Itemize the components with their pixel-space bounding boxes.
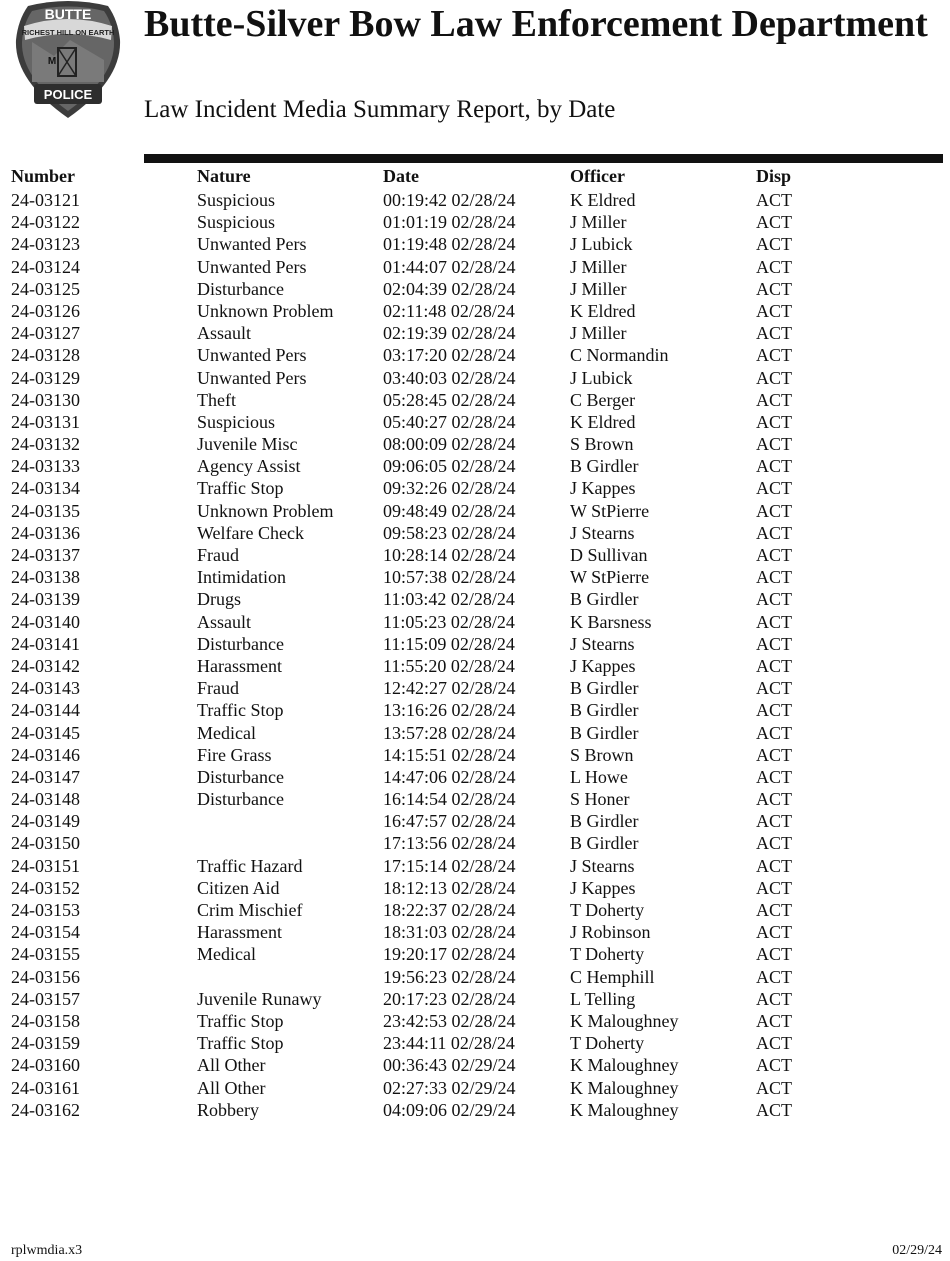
cell-number: 24-03126 [11,300,80,321]
cell-disp: ACT [756,1055,792,1076]
cell-nature: Disturbance [197,789,284,810]
cell-date: 09:58:23 02/28/24 [383,522,516,543]
cell-date: 16:47:57 02/28/24 [383,811,516,832]
cell-disp: ACT [756,456,792,477]
cell-officer: J Kappes [570,655,636,676]
cell-disp: ACT [756,478,792,499]
table-row [0,344,950,366]
cell-disp: ACT [756,1099,792,1120]
cell-officer: K Eldred [570,411,636,432]
cell-officer: D Sullivan [570,545,648,565]
cell-date: 01:19:48 02/28/24 [383,234,516,255]
cell-number: 24-03156 [11,966,80,987]
cell-disp: ACT [756,811,792,832]
cell-date: 14:15:51 02/28/24 [383,744,516,765]
cell-disp: ACT [756,545,792,565]
cell-number: 24-03144 [11,700,80,721]
cell-disp: ACT [756,589,792,610]
cell-number: 24-03131 [11,411,80,432]
cell-officer: K Maloughney [570,1099,679,1120]
cell-date: 03:40:03 02/28/24 [383,367,516,388]
cell-number: 24-03161 [11,1077,80,1098]
cell-nature: Suspicious [197,212,276,233]
cell-disp: ACT [756,522,792,543]
cell-officer: C Normandin [570,345,669,366]
cell-nature: Theft [197,389,236,410]
table-row [0,367,950,389]
cell-number: 24-03152 [11,877,80,898]
cell-nature: Unwanted Pers [197,367,307,388]
table-row [0,300,950,322]
table-row [0,411,950,433]
table-row [0,899,950,921]
table-row [0,655,950,677]
cell-number: 24-03143 [11,678,80,699]
report-id: rplwmdia.x3 [11,1243,83,1258]
cell-officer: B Girdler [570,589,639,610]
cell-date: 08:00:09 02/28/24 [383,434,516,455]
cell-disp: ACT [756,744,792,765]
cell-date: 18:12:13 02/28/24 [383,877,516,898]
cell-officer: T Doherty [570,900,645,920]
cell-nature: Disturbance [197,278,284,299]
cell-date: 17:15:14 02/28/24 [383,855,516,876]
table-row [0,1054,950,1076]
cell-date: 10:57:38 02/28/24 [383,567,516,588]
cell-number: 24-03145 [11,722,80,743]
table-header [0,166,950,190]
cell-date: 00:19:42 02/28/24 [383,190,516,210]
table-row [0,744,950,766]
column-header-officer: Officer [570,166,625,186]
cell-nature: Unwanted Pers [197,345,307,366]
cell-officer: K Maloughney [570,1010,679,1031]
cell-date: 19:56:23 02/28/24 [383,966,516,987]
cell-officer: J Miller [570,256,627,277]
cell-date: 20:17:23 02/28/24 [383,988,516,1009]
cell-date: 05:28:45 02/28/24 [383,389,516,410]
cell-officer: K Maloughney [570,1055,679,1076]
cell-date: 19:20:17 02/28/24 [383,944,516,965]
cell-date: 09:06:05 02/28/24 [383,456,516,477]
cell-officer: B Girdler [570,700,639,721]
incident-table [0,189,950,1121]
cell-number: 24-03122 [11,212,80,233]
cell-number: 24-03146 [11,744,80,765]
cell-officer: J Lubick [570,367,633,388]
table-row [0,677,950,699]
cell-nature: Intimidation [197,567,286,588]
header-divider [144,154,943,163]
table-row [0,278,950,300]
cell-officer: W StPierre [570,500,650,521]
cell-officer: J Stearns [570,633,635,654]
cell-disp: ACT [756,900,792,920]
police-badge-logo [14,0,122,120]
cell-disp: ACT [756,655,792,676]
cell-number: 24-03151 [11,855,80,876]
table-row [0,389,950,411]
cell-date: 03:17:20 02/28/24 [383,345,516,366]
cell-number: 24-03138 [11,567,80,588]
cell-number: 24-03154 [11,922,80,943]
cell-nature: Harassment [197,922,282,943]
table-row [0,810,950,832]
cell-disp: ACT [756,700,792,721]
cell-officer: W StPierre [570,567,650,588]
cell-disp: ACT [756,345,792,366]
cell-date: 05:40:27 02/28/24 [383,411,516,432]
cell-nature: Traffic Stop [197,478,284,499]
cell-number: 24-03158 [11,1010,80,1031]
cell-disp: ACT [756,434,792,455]
cell-disp: ACT [756,633,792,654]
cell-nature: Robbery [197,1099,259,1120]
table-row [0,588,950,610]
table-row [0,633,950,655]
cell-date: 11:15:09 02/28/24 [383,633,515,654]
cell-number: 24-03133 [11,456,80,477]
column-header-nature: Nature [197,166,251,186]
cell-officer: J Miller [570,278,627,299]
cell-number: 24-03162 [11,1099,80,1120]
cell-number: 24-03159 [11,1033,80,1054]
table-row [0,433,950,455]
cell-number: 24-03130 [11,389,80,410]
cell-number: 24-03142 [11,655,80,676]
cell-number: 24-03121 [11,190,80,210]
cell-disp: ACT [756,944,792,965]
cell-number: 24-03155 [11,944,80,965]
badge-bottom-text: POLICE [43,87,93,102]
cell-disp: ACT [756,256,792,277]
cell-disp: ACT [756,766,792,787]
cell-number: 24-03147 [11,766,80,787]
cell-date: 09:48:49 02/28/24 [383,500,516,521]
cell-disp: ACT [756,411,792,432]
cell-nature: Unwanted Pers [197,234,307,255]
cell-nature: Juvenile Misc [197,434,298,455]
cell-officer: T Doherty [570,944,645,965]
table-row [0,699,950,721]
cell-number: 24-03136 [11,522,80,543]
cell-disp: ACT [756,722,792,743]
cell-number: 24-03129 [11,367,80,388]
cell-officer: T Doherty [570,1033,645,1054]
cell-number: 24-03127 [11,323,80,344]
cell-date: 02:04:39 02/28/24 [383,278,516,299]
cell-number: 24-03134 [11,478,80,499]
table-row [0,1077,950,1099]
cell-nature: Traffic Stop [197,700,284,721]
cell-nature: Juvenile Runawy [197,988,322,1009]
table-row [0,500,950,522]
cell-nature: Suspicious [197,190,276,210]
cell-officer: J Kappes [570,478,636,499]
table-row [0,766,950,788]
cell-disp: ACT [756,1077,792,1098]
cell-date: 17:13:56 02/28/24 [383,833,516,854]
cell-number: 24-03140 [11,611,80,632]
cell-number: 24-03125 [11,278,80,299]
cell-officer: B Girdler [570,678,639,699]
table-row [0,189,950,211]
table-row [0,211,950,233]
cell-number: 24-03149 [11,811,80,832]
print-date: 02/29/24 [892,1243,942,1258]
cell-disp: ACT [756,367,792,388]
cell-officer: J Lubick [570,234,633,255]
cell-nature: Agency Assist [197,456,301,477]
column-header-date: Date [383,166,419,186]
cell-date: 11:55:20 02/28/24 [383,655,515,676]
badge-top-text: BUTTE [44,6,92,22]
cell-date: 09:32:26 02/28/24 [383,478,516,499]
cell-officer: S Honer [570,789,630,810]
cell-number: 24-03132 [11,434,80,455]
cell-nature: Disturbance [197,766,284,787]
cell-disp: ACT [756,234,792,255]
cell-date: 02:19:39 02/28/24 [383,323,516,344]
cell-officer: K Eldred [570,300,636,321]
cell-officer: S Brown [570,434,634,455]
cell-disp: ACT [756,500,792,521]
cell-officer: B Girdler [570,456,639,477]
cell-officer: S Brown [570,744,634,765]
cell-officer: L Howe [570,766,628,787]
cell-disp: ACT [756,389,792,410]
table-row [0,477,950,499]
cell-disp: ACT [756,988,792,1009]
cell-date: 12:42:27 02/28/24 [383,678,516,699]
cell-number: 24-03148 [11,789,80,810]
table-row [0,566,950,588]
cell-officer: B Girdler [570,811,639,832]
cell-disp: ACT [756,567,792,588]
table-row [0,256,950,278]
cell-nature: Medical [197,722,256,743]
cell-date: 01:01:19 02/28/24 [383,212,516,233]
cell-number: 24-03137 [11,545,80,565]
cell-nature: Unknown Problem [197,300,334,321]
cell-disp: ACT [756,190,792,210]
cell-date: 10:28:14 02/28/24 [383,545,516,565]
cell-officer: C Berger [570,389,636,410]
cell-date: 16:14:54 02/28/24 [383,789,516,810]
table-row [0,855,950,877]
table-row [0,233,950,255]
cell-disp: ACT [756,855,792,876]
cell-number: 24-03128 [11,345,80,366]
cell-nature: Harassment [197,655,282,676]
cell-officer: K Maloughney [570,1077,679,1098]
cell-number: 24-03153 [11,900,80,920]
table-row [0,522,950,544]
column-header-disp: Disp [756,166,792,186]
cell-date: 23:44:11 02/28/24 [383,1033,515,1054]
cell-nature: Drugs [197,589,241,610]
cell-disp: ACT [756,877,792,898]
cell-officer: K Barsness [570,611,652,632]
cell-nature: Traffic Stop [197,1033,284,1054]
cell-nature: Suspicious [197,411,276,432]
cell-disp: ACT [756,922,792,943]
table-row [0,544,950,566]
cell-officer: K Eldred [570,190,636,210]
table-row [0,1099,950,1121]
cell-nature: Crim Mischief [197,900,303,920]
cell-nature: All Other [197,1077,266,1098]
cell-nature: Medical [197,944,256,965]
table-row [0,722,950,744]
table-row [0,788,950,810]
cell-nature: Traffic Hazard [197,855,303,876]
table-row [0,988,950,1010]
cell-disp: ACT [756,1010,792,1031]
table-row [0,921,950,943]
cell-nature: Fire Grass [197,744,272,765]
column-header-number: Number [11,166,75,186]
cell-date: 23:42:53 02/28/24 [383,1010,516,1031]
table-row [0,943,950,965]
cell-nature: Citizen Aid [197,877,280,898]
cell-nature: Unknown Problem [197,500,334,521]
cell-officer: C Hemphill [570,966,655,987]
cell-officer: B Girdler [570,833,639,854]
table-row [0,455,950,477]
cell-disp: ACT [756,966,792,987]
cell-date: 02:11:48 02/28/24 [383,300,515,321]
badge-center-letter: M [47,56,57,67]
cell-date: 13:57:28 02/28/24 [383,722,516,743]
cell-date: 01:44:07 02/28/24 [383,256,516,277]
cell-number: 24-03141 [11,633,80,654]
cell-disp: ACT [756,611,792,632]
cell-date: 18:31:03 02/28/24 [383,922,516,943]
cell-disp: ACT [756,323,792,344]
badge-ribbon-text: RICHEST HILL ON EARTH [21,28,115,37]
cell-date: 11:05:23 02/28/24 [383,611,515,632]
table-row [0,611,950,633]
cell-nature: Welfare Check [197,522,304,543]
cell-officer: J Miller [570,212,627,233]
cell-officer: L Telling [570,988,636,1009]
cell-officer: B Girdler [570,722,639,743]
cell-date: 02:27:33 02/29/24 [383,1077,516,1098]
cell-number: 24-03124 [11,256,80,277]
cell-disp: ACT [756,1033,792,1054]
cell-date: 13:16:26 02/28/24 [383,700,516,721]
cell-nature: Fraud [197,678,239,699]
cell-nature: Disturbance [197,633,284,654]
table-row [0,1010,950,1032]
cell-number: 24-03139 [11,589,80,610]
cell-number: 24-03135 [11,500,80,521]
cell-date: 11:03:42 02/28/24 [383,589,515,610]
cell-nature: Fraud [197,545,239,565]
cell-number: 24-03160 [11,1055,80,1076]
cell-disp: ACT [756,789,792,810]
cell-officer: J Stearns [570,855,635,876]
cell-disp: ACT [756,678,792,699]
cell-number: 24-03157 [11,988,80,1009]
cell-nature: All Other [197,1055,266,1076]
cell-number: 24-03123 [11,234,80,255]
cell-officer: J Miller [570,323,627,344]
report-subtitle: Law Incident Media Summary Report, by Date [144,96,616,123]
cell-nature: Assault [197,611,251,632]
table-row [0,877,950,899]
cell-date: 18:22:37 02/28/24 [383,900,516,920]
cell-disp: ACT [756,278,792,299]
table-row [0,1032,950,1054]
cell-officer: J Kappes [570,877,636,898]
report-title: Butte-Silver Bow Law Enforcement Department [144,3,928,45]
cell-nature: Assault [197,323,251,344]
table-row [0,832,950,854]
cell-officer: J Stearns [570,522,635,543]
cell-nature: Unwanted Pers [197,256,307,277]
cell-disp: ACT [756,212,792,233]
cell-disp: ACT [756,300,792,321]
cell-date: 04:09:06 02/29/24 [383,1099,516,1120]
cell-officer: J Robinson [570,922,651,943]
cell-nature: Traffic Stop [197,1010,284,1031]
cell-date: 14:47:06 02/28/24 [383,766,516,787]
cell-disp: ACT [756,833,792,854]
table-row [0,966,950,988]
table-row [0,322,950,344]
cell-number: 24-03150 [11,833,80,854]
cell-date: 00:36:43 02/29/24 [383,1055,516,1076]
